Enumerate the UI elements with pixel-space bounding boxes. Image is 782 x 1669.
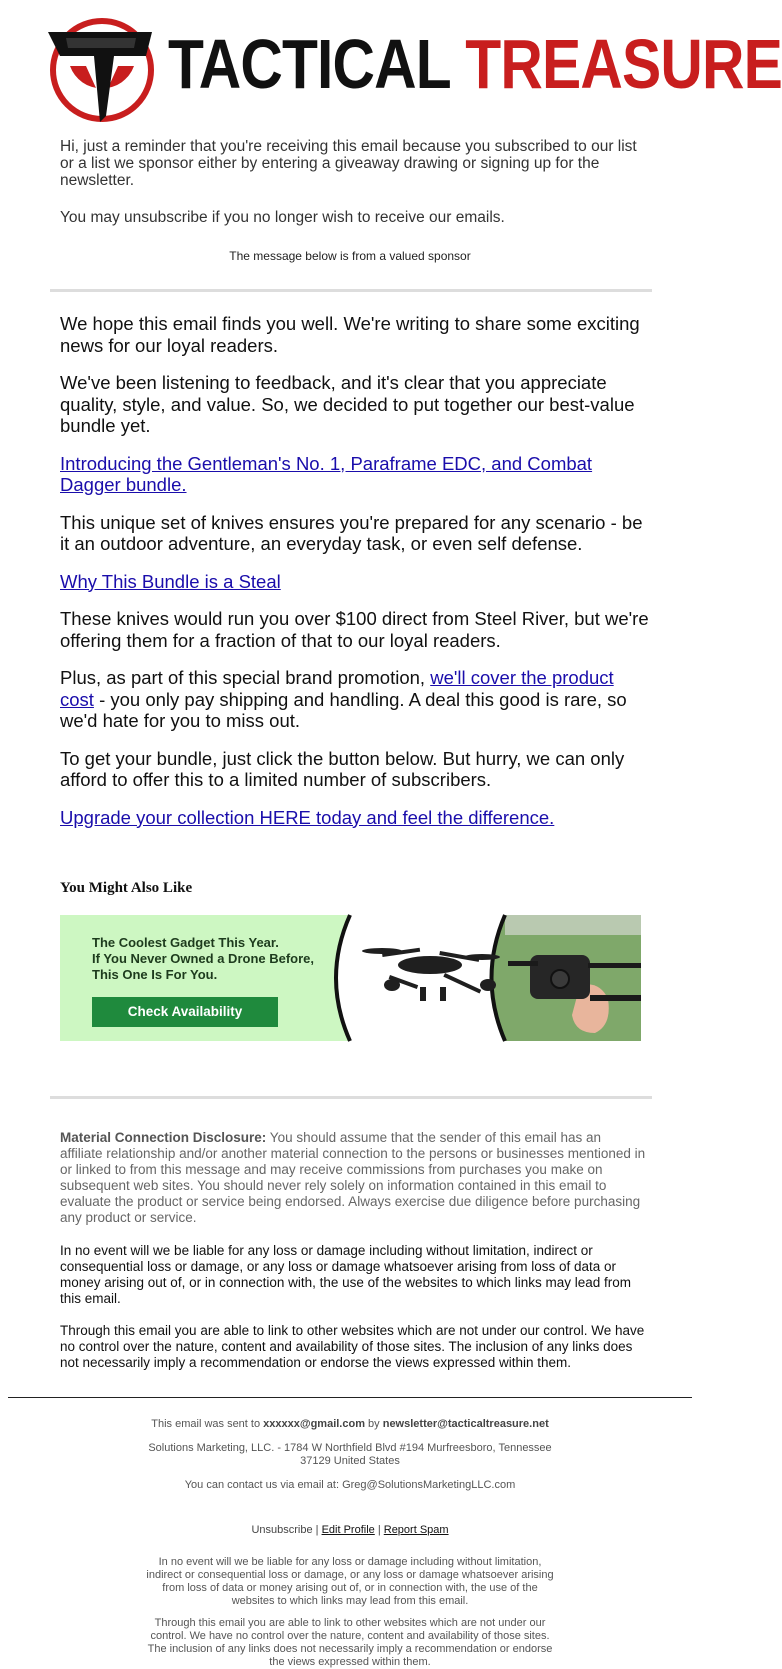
tt-emblem-icon — [48, 12, 158, 130]
material-disclosure — [60, 1130, 646, 1226]
unsubscribe-note: You may unsubscribe if you no longer wish to receive our emails. — [60, 209, 505, 226]
promotion-text: Plus, as part of this special brand promotion, — [60, 667, 431, 688]
external-links-disclaimer — [60, 1323, 646, 1371]
brand-name-part1: TACTICAL — [168, 25, 450, 103]
ad-line: This One Is For You. — [92, 967, 218, 982]
sponsor-message — [60, 313, 652, 844]
external-links-text: Through this email you are able to link to other websites which are not under our control. We have no control over the nature, content and availability of those sites. The inclusion of any links does not necessarily imply a recommendation or endorse the views expressed within them. — [60, 1323, 645, 1370]
message-paragraph: To get your bundle, just click the button below. But hurry, we can only afford to offer this to a limited number of subscribers. — [60, 747, 625, 790]
brand-logo[interactable] — [48, 12, 782, 130]
disclosure-title: Material Connection Disclosure: — [60, 1130, 267, 1145]
upgrade-collection-link[interactable]: Upgrade your collection HERE today and feel the difference. — [60, 806, 555, 828]
report-spam-link[interactable]: Report Spam — [383, 1524, 449, 1536]
promotion-paragraph — [60, 667, 652, 732]
intro-text — [60, 138, 650, 226]
unsubscribe-link[interactable]: Unsubscribe — [251, 1524, 313, 1536]
sent-prefix: This email was sent to — [151, 1418, 264, 1430]
ad-copy — [92, 935, 352, 983]
brand-wordmark — [168, 25, 782, 103]
footer-links — [0, 1524, 700, 1537]
footer-divider — [8, 1397, 692, 1398]
sent-by: by — [364, 1418, 383, 1430]
postal-address: Solutions Marketing, LLC. - 1784 W Northfield Blvd #194 Murfreesboro, Tennessee 37129 United States — [148, 1442, 552, 1467]
drone-ad-banner[interactable] — [60, 915, 641, 1041]
link-separator: | — [312, 1524, 322, 1536]
footer-liability: In no event will we be liable for any loss or damage including without limitation, indirect or consequential loss or damage, or any loss or damage whatsoever arising from loss of data or money arising out of, or in connection with, the use of the websites to which links may lead from this email. — [146, 1556, 554, 1607]
subscription-reminder: Hi, just a reminder that you're receiving this email because you subscribed to our list or a list we sponsor either by entering a giveaway drawing or signing up for the newsletter. — [60, 138, 637, 189]
message-paragraph: This unique set of knives ensures you're prepared for any scenario - be it an outdoor adventure, an everyday task, or even self defense. — [60, 511, 643, 554]
disclosure-text: You should assume that the sender of this email has an affiliate relationship and/or another material connection to the persons or businesses mentioned in or linked to from this message and may receive commissions from purchases you make on subsequent web sites. You should never rely solely on information contained in this email to evaluate the product or service being endorsed. Always exercise due diligence before purchasing any product or service. — [60, 1130, 646, 1225]
recipient-email: xxxxxx@gmail.com — [263, 1418, 365, 1430]
product-cost-link[interactable]: we'll cover the product cost — [60, 667, 614, 710]
edit-profile-link[interactable]: Edit Profile — [321, 1524, 375, 1536]
why-bundle-link[interactable]: Why This Bundle is a Steal — [60, 570, 281, 592]
check-availability-button[interactable]: Check Availability — [92, 997, 278, 1027]
message-paragraph: We've been listening to feedback, and it's clear that you appreciate quality, style, and value. So, we decided to put together our best-value bundle yet. — [60, 372, 635, 436]
divider — [50, 289, 652, 292]
bundle-intro-link[interactable]: Introducing the Gentleman's No. 1, Paraframe EDC, and Combat Dagger bundle. — [60, 452, 593, 495]
sponsor-note: The message below is from a valued sponsor — [229, 249, 471, 263]
message-paragraph: We hope this email finds you well. We're writing to share some exciting news for our loyal readers. — [60, 313, 640, 356]
liability-disclaimer — [60, 1243, 646, 1307]
contact-line: You can contact us via email at: Greg@SolutionsMarketingLLC.com — [184, 1479, 516, 1491]
footer-external-links: Through this email you are able to link to other websites which are not under our control. We have no control over the nature, content and availability of those sites. The inclusion of any links does not necessarily imply a recommendation or endorse the views expressed within them. — [147, 1617, 553, 1668]
sent-to-line — [0, 1418, 700, 1431]
ad-line: The Coolest Gadget This Year. — [92, 935, 279, 950]
sender-email: newsletter@tacticaltreasure.net — [382, 1418, 549, 1430]
liability-text: In no event will we be liable for any loss or damage including without limitation, indirect or consequential loss or damage, or any loss or damage whatsoever arising from loss of data or money arising out of, or in connection with, the use of the websites to which links may lead from this email. — [60, 1243, 632, 1306]
divider — [50, 1096, 652, 1099]
also-like-heading: You Might Also Like — [60, 880, 193, 896]
ad-line: If You Never Owned a Drone Before, — [92, 951, 315, 966]
promotion-text: - you only pay shipping and handling. A deal this good is rare, so we'd hate for you to miss out. — [60, 688, 627, 731]
message-paragraph: These knives would run you over $100 direct from Steel River, but we're offering them for a fraction of that to our loyal readers. — [60, 608, 649, 651]
brand-name-part2: TREASURE — [465, 25, 782, 103]
link-separator: | — [374, 1524, 384, 1536]
